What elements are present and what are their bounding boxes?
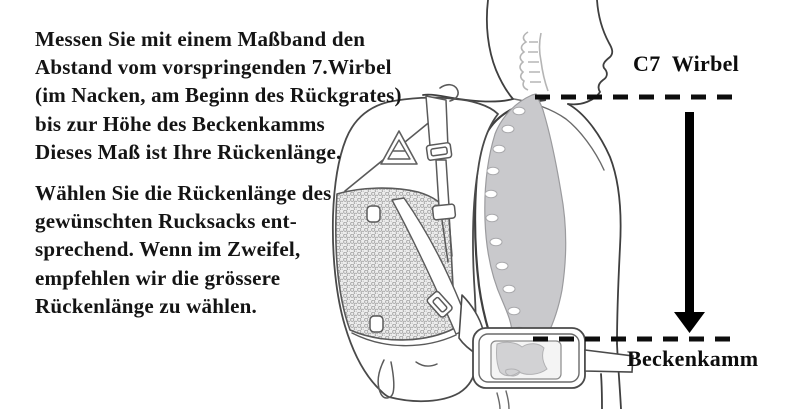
cervical-spine (520, 32, 548, 91)
instructions-paragraph-2 (35, 179, 435, 320)
instruction-line: empfehlen wir die grössere (35, 265, 281, 290)
c7-wirbel-label: C7 Wirbel (633, 51, 740, 76)
hip-belt-strap (585, 350, 633, 372)
down-arrow-icon (674, 112, 705, 333)
front-thigh-back-line (601, 374, 602, 409)
face-profile-outline (568, 0, 612, 104)
beckenkamm-label: Beckenkamm (627, 346, 759, 371)
instruction-line: (im Nacken, am Beginn des Rückgrates) (35, 83, 402, 108)
instruction-line: Rückenlänge zu wählen. (35, 293, 258, 318)
instruction-line: Dieses Maß ist Ihre Rückenlänge. (35, 139, 342, 164)
instructions-paragraph-1 (35, 25, 435, 166)
instruction-line: Messen Sie mit einem Maßband den (35, 27, 366, 51)
instruction-line: sprechend. Wenn im Zweifel, (35, 237, 301, 262)
hip-belt-pocket (473, 328, 633, 388)
torso-front-outline (568, 104, 621, 344)
rear-leg-lines (497, 391, 509, 409)
instruction-line: gewünschten Rucksacks ent- (35, 209, 297, 234)
hip-pocket-map-print (496, 342, 547, 376)
spine-illustration (485, 32, 566, 370)
instruction-line: Wählen Sie die Rückenlänge des (35, 181, 332, 205)
head-back-outline (487, 0, 513, 99)
instruction-line: bis zur Höhe des Beckenkamms (35, 111, 325, 136)
instruction-line: Abstand vom vorspringenden 7.Wirbel (35, 55, 392, 80)
